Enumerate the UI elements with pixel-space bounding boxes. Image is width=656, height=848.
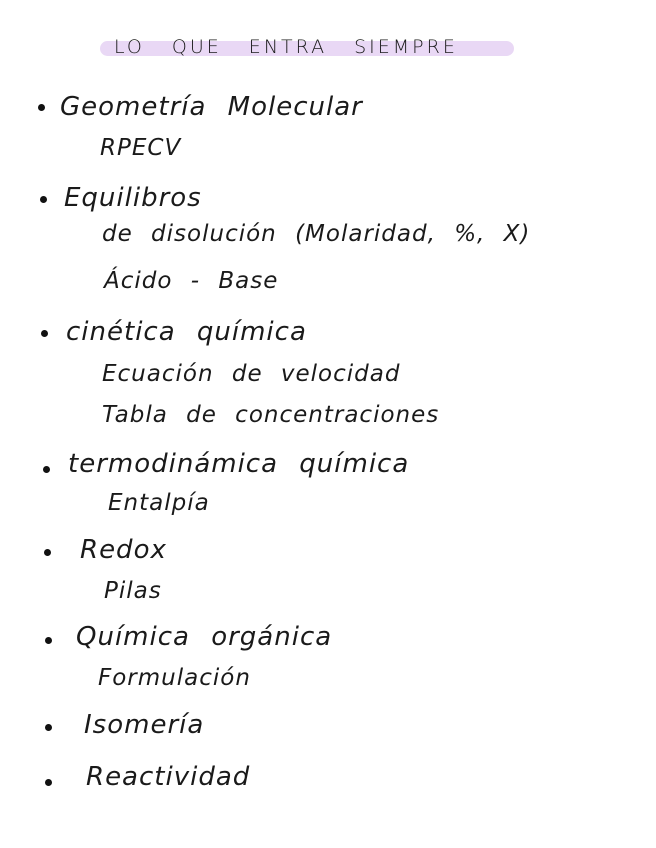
subtopic-label: Entalpía xyxy=(108,490,210,516)
topic-label: Reactividad xyxy=(86,762,251,792)
bullet-icon xyxy=(45,637,52,644)
topic-label: Isomería xyxy=(84,710,205,740)
page-title-text: LO QUE ENTRA SIEMPRE xyxy=(114,36,458,58)
bullet-icon xyxy=(45,724,52,731)
subtopic-label: Ecuación de velocidad xyxy=(102,361,401,387)
topic-label: Redox xyxy=(80,535,167,565)
subtopic-label: Formulación xyxy=(98,665,251,691)
subtopic-label: Pilas xyxy=(104,578,162,604)
subtopic-label: Ácido - Base xyxy=(104,268,279,294)
bullet-icon xyxy=(41,330,48,337)
bullet-icon xyxy=(38,104,45,111)
bullet-icon xyxy=(43,466,50,473)
bullet-icon xyxy=(40,196,47,203)
bullet-icon xyxy=(45,779,52,786)
topic-label: cinética química xyxy=(66,317,307,347)
page-title xyxy=(100,36,514,60)
bullet-icon xyxy=(44,549,51,556)
subtopic-label: Tabla de concentraciones xyxy=(102,402,440,428)
topic-label: Equilibros xyxy=(64,183,202,213)
topic-label: Química orgánica xyxy=(76,622,333,652)
topic-label: termodinámica química xyxy=(68,449,410,479)
topic-label: Geometría Molecular xyxy=(60,92,363,122)
subtopic-label: de disolución (Molaridad, %, X) xyxy=(102,221,531,247)
subtopic-label: RPECV xyxy=(100,135,182,161)
